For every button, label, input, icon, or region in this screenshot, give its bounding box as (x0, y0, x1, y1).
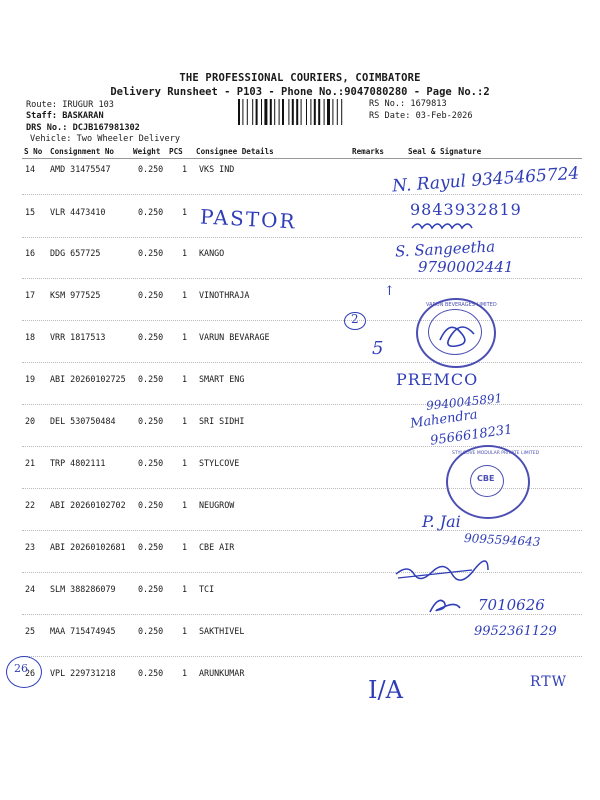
row-consignee: ARUNKUMAR (199, 668, 245, 678)
row-consignment: AMD 31475547 (50, 164, 111, 174)
row-pcs: 1 (182, 500, 188, 510)
row-pcs: 1 (182, 584, 188, 594)
r20-phone2: 9566618231 (429, 422, 514, 449)
row-consignee: STYLCOVE (199, 458, 240, 468)
barcode-bar (337, 99, 338, 125)
row-sno: 15 (25, 207, 36, 217)
rs-no-line (369, 99, 447, 109)
row-sno: 18 (25, 332, 36, 342)
barcode-bar (238, 99, 240, 125)
stylcove-seal (446, 445, 540, 519)
r20-phone: 9940045891 (425, 391, 503, 413)
barcode-bar (274, 99, 275, 125)
barcode-bar (288, 99, 289, 125)
barcode-bar (318, 99, 320, 125)
row-weight: 0.250 (138, 458, 164, 468)
barcode-bar (292, 99, 294, 125)
row-pcs: 1 (182, 290, 188, 300)
r15-scribble (410, 220, 490, 234)
r15-signature: 9843932819 (410, 200, 522, 219)
route-value: IRUGUR 103 (62, 100, 114, 110)
row-consignment: SLM 388286079 (50, 584, 116, 594)
staff-label: Staff: (26, 111, 58, 121)
barcode-bar (327, 99, 330, 125)
drs-label: DRS No.: (26, 123, 68, 133)
barcode-bar (279, 99, 280, 125)
row-divider (22, 362, 582, 363)
row-consignment: DEL 530750484 (50, 416, 116, 426)
drs-line (26, 123, 140, 133)
r18-remark: 2 (351, 312, 359, 326)
row-consignment: TRP 4802111 (50, 458, 106, 468)
row-weight: 0.250 (138, 584, 164, 594)
barcode-bar (261, 99, 262, 125)
row-divider (22, 656, 582, 657)
row-pcs: 1 (182, 332, 188, 342)
row-pcs: 1 (182, 164, 188, 174)
col-pcs: PCS (169, 147, 183, 156)
row-consignee: NEUGROW (199, 500, 235, 510)
barcode-bar (341, 99, 342, 125)
row-divider (22, 530, 582, 531)
row-sno: 20 (25, 416, 36, 426)
r23-signature: 9095594643 (463, 531, 541, 549)
row-consignment: VPL 229731218 (50, 668, 116, 678)
row-sno: 22 (25, 500, 36, 510)
row-consignment: ABI 20260102681 (50, 542, 126, 552)
circled-row-number: 26 (14, 662, 28, 675)
row-consignment: ABI 20260102725 (50, 374, 126, 384)
r26-signature: I/A (368, 676, 403, 704)
row-sno: 26 (25, 668, 36, 678)
row-pcs: 1 (182, 668, 188, 678)
row-pcs: 1 (182, 416, 188, 426)
row-consignment: VRR 1817513 (50, 332, 106, 342)
r25-signature: 7010626 (478, 596, 545, 614)
r24-signature (392, 560, 492, 582)
row-sno: 23 (25, 542, 36, 552)
barcode-bar (252, 99, 253, 125)
staff-line (26, 111, 104, 121)
row-consignment: ABI 20260102702 (50, 500, 126, 510)
stylcove-seal-text: STYLCOVE MODULAR PRIVATE LIMITED (452, 451, 540, 456)
barcode (238, 99, 365, 125)
col-seal-signature: Seal & Signature (408, 147, 482, 156)
row-consignment: MAA 715474945 (50, 626, 116, 636)
rs-date-line (369, 111, 473, 121)
row-pcs: 1 (182, 207, 188, 217)
row-consignment: VLR 4473410 (50, 207, 106, 217)
row-sno: 14 (25, 164, 36, 174)
header-divider (22, 158, 582, 159)
rs-no-label: RS No.: (369, 99, 406, 109)
barcode-bar (256, 99, 258, 125)
r25-scribble (424, 592, 464, 618)
varun-seal (416, 298, 496, 368)
barcode-bar (296, 99, 298, 125)
row-consignee: SRI SIDHI (199, 416, 245, 426)
table-row (0, 332, 600, 346)
row-consignee: SAKTHIVEL (199, 626, 245, 636)
barcode-bar (310, 99, 311, 125)
row-pcs: 1 (182, 248, 188, 258)
staff-value: BASKARAN (62, 111, 104, 121)
row-consignee: VKS IND (199, 164, 235, 174)
row-weight: 0.250 (138, 416, 164, 426)
row-weight: 0.250 (138, 626, 164, 636)
row-consignment: KSM 977525 (50, 290, 101, 300)
row-consignee: KANGO (199, 248, 225, 258)
row-sno: 21 (25, 458, 36, 468)
row-divider (22, 320, 582, 321)
col-remarks: Remarks (352, 147, 385, 156)
row-sno: 17 (25, 290, 36, 300)
row-pcs: 1 (182, 458, 188, 468)
barcode-bar (324, 99, 325, 125)
row-weight: 0.250 (138, 542, 164, 552)
vehicle-label: Vehicle: (30, 134, 72, 144)
r20-name: Mahendra (409, 407, 479, 432)
row-pcs: 1 (182, 626, 188, 636)
row-sno: 25 (25, 626, 36, 636)
r19-signature: PREMCO (396, 370, 479, 389)
row-weight: 0.250 (138, 290, 164, 300)
varun-seal-signature (418, 300, 494, 366)
row-weight: 0.250 (138, 500, 164, 510)
barcode-bar (264, 99, 267, 125)
col-consignee: Consignee Details (196, 147, 274, 156)
row-sno: 16 (25, 248, 36, 258)
r26-rtw: RTW (530, 674, 568, 690)
row-divider (22, 237, 582, 238)
table-row (0, 668, 600, 682)
col-consignment: Consignment No (50, 147, 115, 156)
row-weight: 0.250 (138, 668, 164, 678)
row-divider (22, 614, 582, 615)
barcode-bar (301, 99, 302, 125)
r22-signature: P. Jai (422, 512, 461, 531)
row-pcs: 1 (182, 374, 188, 384)
row-divider (22, 194, 582, 195)
row-consignee: SMART ENG (199, 374, 245, 384)
r15-handwritten-consignee: PASTOR (199, 204, 298, 234)
barcode-bar (270, 99, 272, 125)
route-label: Route: (26, 100, 58, 110)
row-pcs: 1 (182, 542, 188, 552)
varun-seal-text: VARUN BEVERAGES LIMITED (426, 302, 497, 308)
row-weight: 0.250 (138, 332, 164, 342)
row-weight: 0.250 (138, 207, 164, 217)
barcode-bar (306, 99, 307, 125)
r17-tick-mark: ↑ (384, 284, 395, 299)
row-divider (22, 572, 582, 573)
barcode-bar (332, 99, 333, 125)
drs-value: DCJB167981302 (72, 123, 140, 133)
r16-signature: S. Sangeetha (394, 237, 496, 261)
vehicle-value: Two Wheeler Delivery (76, 134, 181, 144)
barcode-bar (247, 99, 248, 125)
r25-phone: 9952361129 (474, 624, 557, 639)
r14-signature: N. Rayul 9345465724 (391, 163, 580, 197)
row-divider (22, 278, 582, 279)
r16-phone: 9790002441 (418, 258, 514, 276)
col-sno: S No (24, 147, 43, 156)
table-row (0, 290, 600, 304)
barcode-bar (314, 99, 316, 125)
route-line (26, 100, 114, 110)
row-consignee: VINOTHRAJA (199, 290, 250, 300)
col-weight: Weight (133, 147, 161, 156)
stylcove-seal-center: CBE (477, 474, 495, 483)
row-weight: 0.250 (138, 248, 164, 258)
row-weight: 0.250 (138, 374, 164, 384)
rs-date-label: RS Date: (369, 111, 411, 121)
barcode-bar (242, 99, 243, 125)
barcode-bar (282, 99, 284, 125)
vehicle-line (30, 134, 180, 144)
row-consignee: TCI (199, 584, 215, 594)
table-row (0, 374, 600, 388)
row-consignee: CBE AIR (199, 542, 235, 552)
document-title: THE PROFESSIONAL COURIERS, COIMBATORE (179, 72, 421, 84)
rs-date-value: 03-Feb-2026 (415, 111, 473, 121)
document-subtitle: Delivery Runsheet - P103 - Phone No.:9047080280 - Page No.:2 (110, 86, 490, 98)
row-weight: 0.250 (138, 164, 164, 174)
row-sno: 19 (25, 374, 36, 384)
r18-mark: 5 (372, 338, 384, 359)
row-sno: 24 (25, 584, 36, 594)
row-consignee: VARUN BEVARAGE (199, 332, 270, 342)
row-consignment: DDG 657725 (50, 248, 101, 258)
rs-no-value: 1679813 (410, 99, 447, 109)
